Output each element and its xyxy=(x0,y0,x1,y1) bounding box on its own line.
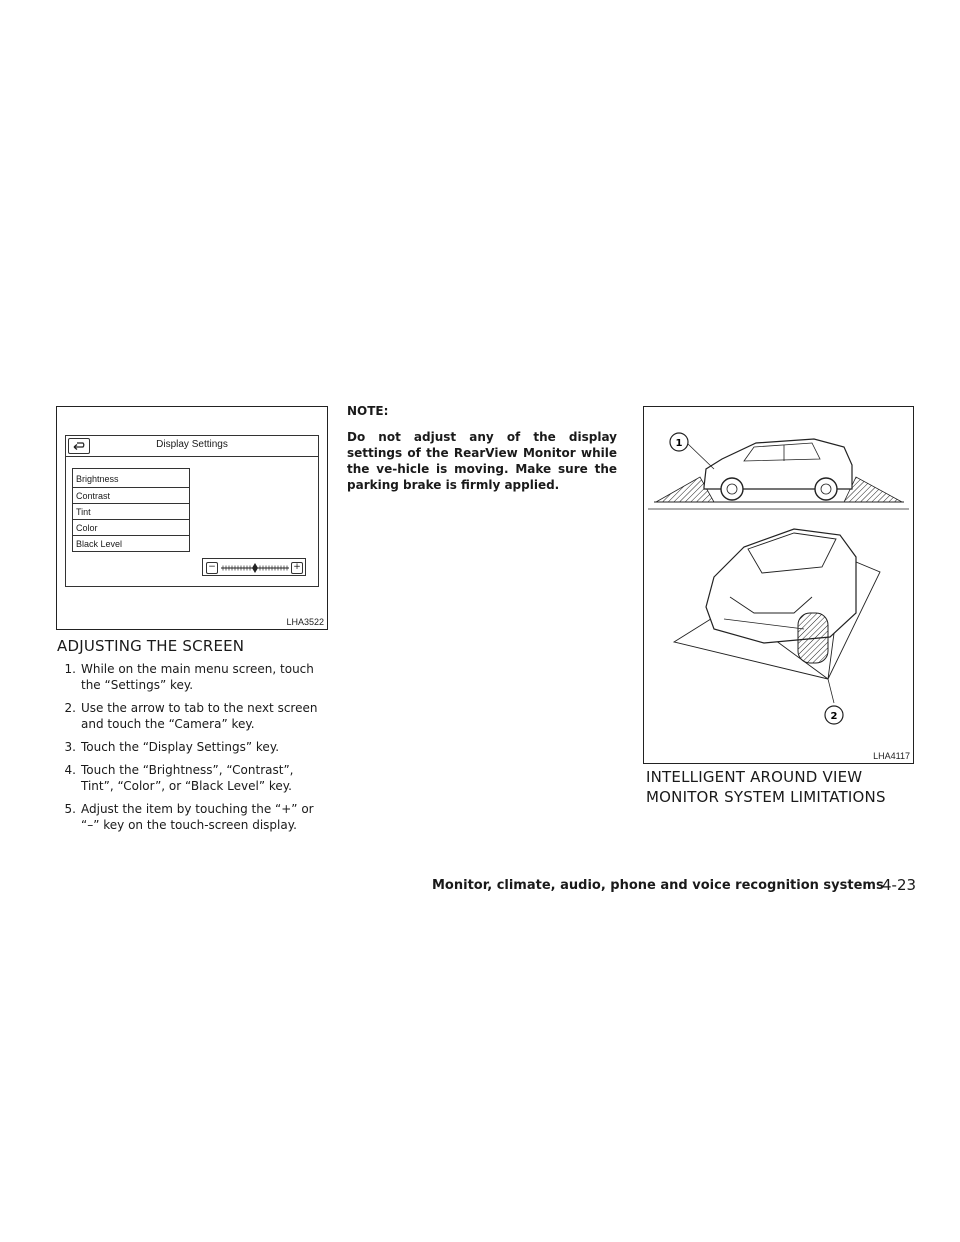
slider-knob xyxy=(252,563,258,573)
screen-header xyxy=(66,436,318,457)
menu-item-color[interactable]: Color xyxy=(72,520,190,536)
rear-blind-zone xyxy=(844,477,902,502)
display-settings-screen xyxy=(65,435,319,587)
vehicle-illustration xyxy=(644,407,913,763)
footer-page-number: 4-23 xyxy=(882,876,917,894)
menu-item-brightness[interactable]: Brightness xyxy=(72,468,190,488)
minus-icon[interactable]: − xyxy=(206,562,218,574)
figure-label: LHA3522 xyxy=(286,617,324,627)
rear-wheel xyxy=(815,478,837,500)
note-block xyxy=(347,403,617,503)
display-settings-figure xyxy=(56,406,328,630)
callout-2-label: 2 xyxy=(830,711,838,722)
note-body: Do not adjust any of the display settings of the RearView Monitor while the ve-hicle is moving. Make sure the parking brake is firmly applied. xyxy=(347,430,617,492)
list-item: 3. Touch the “Display Settings” key. xyxy=(64,740,280,754)
steps-list xyxy=(58,661,326,840)
section-heading-limitations-line1: INTELLIGENT AROUND VIEW xyxy=(646,768,863,786)
section-heading-adjusting: ADJUSTING THE SCREEN xyxy=(57,637,245,655)
menu-item-contrast[interactable]: Contrast xyxy=(72,488,190,504)
figure-label: LHA4117 xyxy=(873,751,910,761)
plus-icon[interactable]: + xyxy=(291,562,303,574)
list-item: 2. Use the arrow to tab to the next screen and touch the “Camera” key. xyxy=(64,701,318,731)
list-item: 1. While on the main menu screen, touch the “Settings” key. xyxy=(64,662,314,692)
note-heading: NOTE: xyxy=(347,404,389,418)
menu-item-tint[interactable]: Tint xyxy=(72,504,190,520)
adjust-slider[interactable] xyxy=(202,558,306,576)
obstacle-pole xyxy=(798,613,828,663)
list-item: 5. Adjust the item by touching the “+” or “–” key on the touch-screen display. xyxy=(64,802,314,832)
around-view-figure xyxy=(643,406,914,764)
slider-track[interactable] xyxy=(220,562,290,574)
list-item: 4. Touch the “Brightness”, “Contrast”, Tint”, “Color”, or “Black Level” key. xyxy=(64,763,294,793)
screen-title: Display Settings xyxy=(156,439,228,450)
front-wheel xyxy=(721,478,743,500)
section-heading-limitations-line2: MONITOR SYSTEM LIMITATIONS xyxy=(646,788,886,806)
menu-item-black-level[interactable]: Black Level xyxy=(72,536,190,552)
footer-chapter: Monitor, climate, audio, phone and voice recognition systems xyxy=(432,878,884,893)
settings-menu xyxy=(72,468,190,552)
callout-1-label: 1 xyxy=(675,438,683,449)
